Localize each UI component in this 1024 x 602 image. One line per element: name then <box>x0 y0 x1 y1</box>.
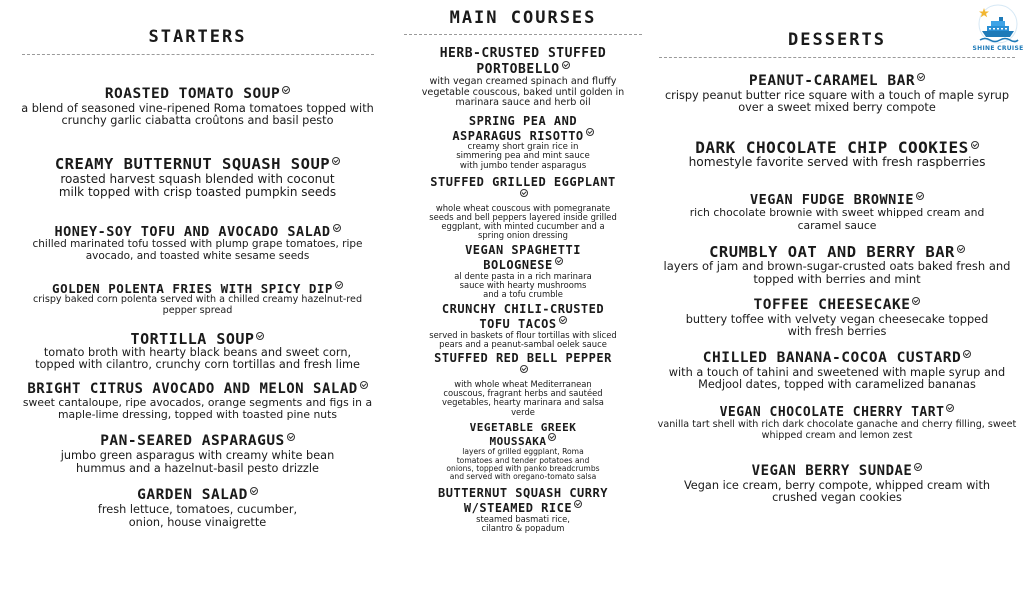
item-description: al dente pasta in a rich marinara sauce with hearty mushrooms and a tofu crumble <box>454 271 592 300</box>
vegan-icon <box>287 433 295 441</box>
menu-item <box>650 192 1024 232</box>
item-description: creamy short grain rice in simmering pea and mint sauce with jumbo tender asparagus <box>456 141 590 171</box>
vegan-icon <box>250 487 258 495</box>
item-description: sweet cantaloupe, ripe avocados, orange segments and figs in a maple-lime dressing, topped with toasted pine nuts <box>22 396 373 422</box>
item-description: served in baskets of flour tortillas with sliced pears and a peanut-sambal oelek sauce <box>429 330 617 350</box>
item-description: a blend of seasoned vine-ripened Roma tomatoes topped with crunchy garlic ciabatta croûtons and basil pesto <box>21 101 374 128</box>
item-name: VEGAN BERRY SUNDAE <box>751 463 913 480</box>
vegan-icon <box>916 192 924 200</box>
item-description: with vegan creamed spinach and fluffy vegetable couscous, baked until golden in marinara sauce and herb oil <box>421 76 625 109</box>
item-description: with a touch of tahini and sweetened with maple syrup and Medjool dates, topped with caramelized bananas <box>668 365 1006 392</box>
item-description: roasted harvest squash blended with coconut milk topped with crisp toasted pumpkin seeds <box>58 171 337 200</box>
vegan-icon <box>912 297 920 305</box>
menu-item <box>403 303 643 349</box>
main-courses-divider <box>404 34 642 35</box>
item-name: ROASTED TOMATO SOUP <box>104 86 281 102</box>
desserts-column <box>650 0 1024 505</box>
item-name: GARDEN SALAD <box>137 487 248 504</box>
item-description: with whole wheat Mediterranean couscous, fragrant herbs and sautéed vegetables, hearty marinara and salsa verde <box>442 379 604 417</box>
item-name: BRIGHT CITRUS AVOCADO AND MELON SALAD <box>27 381 358 398</box>
vegan-icon <box>586 128 594 136</box>
menu-item <box>403 487 643 533</box>
item-name: VEGETABLE GREEK MOUSSAKA <box>469 420 577 449</box>
menu-item <box>0 156 395 200</box>
item-name: CRUNCHY CHILI-CRUSTED TOFU TACOS <box>441 302 605 332</box>
menu-item <box>403 115 643 171</box>
item-name: VEGAN SPAGHETTI BOLOGNESE <box>465 243 581 273</box>
item-name: VEGAN CHOCOLATE CHERRY TART <box>719 404 945 420</box>
menu-item <box>0 433 395 475</box>
brand-logo <box>972 2 1024 60</box>
desserts-title: DESSERTS <box>788 30 886 50</box>
vegan-icon <box>548 433 556 441</box>
item-description: crispy peanut butter rice square with a touch of maple syrup over a sweet mixed berry compote <box>664 88 1010 115</box>
menu-item <box>0 331 395 372</box>
vegan-icon <box>963 350 971 358</box>
menu-item <box>403 176 643 240</box>
menu-item <box>0 224 395 263</box>
vegan-icon <box>914 463 922 471</box>
vegan-icon <box>520 189 528 197</box>
menu-item <box>403 47 643 109</box>
item-description: vanilla tart shell with rich dark chocolate ganache and cherry filling, sweet whipped cream and lemon zest <box>657 418 1017 441</box>
menu-item <box>650 350 1024 392</box>
menu-item <box>650 73 1024 115</box>
item-description: whole wheat couscous with pomegranate seeds and bell peppers layered inside grilled eggplant, with minted cucumber and a spring onion dressing <box>429 202 617 241</box>
item-name: SPRING PEA AND ASPARAGUS RISOTTO <box>452 113 584 143</box>
vegan-icon <box>256 332 264 340</box>
main-courses-column <box>403 0 643 533</box>
item-name: TORTILLA SOUP <box>130 329 255 348</box>
item-name: CREAMY BUTTERNUT SQUASH SOUP <box>54 154 331 173</box>
vegan-icon <box>333 224 341 232</box>
starters-divider <box>22 54 374 55</box>
main-courses-title: MAIN COURSES <box>449 8 597 28</box>
desserts-divider <box>659 57 1015 58</box>
brand-name: SHINE CRUISE <box>972 45 1024 52</box>
vegan-icon <box>360 381 368 389</box>
item-name: CRUMBLY OAT AND BERRY BAR <box>709 242 955 261</box>
menu-item <box>650 244 1024 286</box>
vegan-icon <box>946 404 954 412</box>
vegan-icon <box>957 245 965 253</box>
menu-item <box>403 244 643 299</box>
vegan-icon <box>574 500 582 508</box>
vegan-icon <box>559 316 567 324</box>
item-description: fresh lettuce, tomatoes, cucumber, onion, house vinaigrette <box>97 502 298 529</box>
item-name: STUFFED GRILLED EGGPLANT <box>430 174 616 189</box>
starters-title: STARTERS <box>148 27 247 47</box>
menu-item <box>0 281 395 317</box>
item-name: HONEY-SOY TOFU AND AVOCADO SALAD <box>54 223 331 240</box>
menu-item <box>0 487 395 529</box>
menu-item <box>650 139 1024 170</box>
item-description: layers of grilled eggplant, Roma tomatoes and tender potatoes and onions, topped with panko breadcrumbs and served with oregano-tomato salsa <box>446 447 600 481</box>
item-description: tomato broth with hearty black beans and sweet corn, topped with cilantro, crunchy corn tortillas and fresh lime <box>35 345 360 372</box>
cruise-ship-icon <box>972 2 1024 46</box>
item-description: crispy baked corn polenta served with a chilled creamy hazelnut-red pepper spread <box>32 294 363 316</box>
vegan-icon <box>971 141 979 149</box>
item-name: GOLDEN POLENTA FRIES WITH SPICY DIP <box>52 280 333 296</box>
vegan-icon <box>562 61 570 69</box>
item-description: layers of jam and brown-sugar-crusted oats baked fresh and topped with berries and mint <box>663 259 1011 287</box>
menu-item <box>650 404 1024 442</box>
item-name: STUFFED RED BELL PEPPER <box>434 351 612 366</box>
item-description: Vegan ice cream, berry compote, whipped cream with crushed vegan cookies <box>683 478 991 505</box>
item-name: PAN-SEARED ASPARAGUS <box>100 433 285 450</box>
item-name: BUTTERNUT SQUASH CURRY W/STEAMED RICE <box>438 486 608 516</box>
vegan-icon <box>917 73 925 81</box>
menu-item <box>650 463 1024 504</box>
menu-item <box>403 422 643 482</box>
vegan-icon <box>282 86 290 94</box>
menu-item <box>0 381 395 421</box>
item-description: jumbo green asparagus with creamy white bean hummus and a hazelnut-basil pesto drizzle <box>60 448 335 475</box>
menu-item <box>403 352 643 416</box>
starters-column <box>0 0 395 529</box>
item-name: TOFFEE CHEESECAKE <box>753 297 911 314</box>
item-name: PEANUT-CARAMEL BAR <box>748 73 916 89</box>
item-name: VEGAN FUDGE BROWNIE <box>750 191 914 208</box>
item-name: CHILLED BANANA-COCOA CUSTARD <box>702 350 962 367</box>
vegan-icon <box>332 157 340 165</box>
item-description: chilled marinated tofu tossed with plump grape tomatoes, ripe avocado, and toasted white sesame seeds <box>32 238 363 262</box>
item-description: homestyle favorite served with fresh raspberries <box>688 155 986 170</box>
item-description: steamed basmati rice, cilantro & popadum <box>476 514 570 534</box>
item-description: buttery toffee with velvety vegan cheesecake topped with fresh berries <box>685 312 989 339</box>
vegan-icon <box>520 365 528 373</box>
item-name: DARK CHOCOLATE CHIP COOKIES <box>695 137 969 157</box>
menu-item <box>0 86 395 128</box>
vegan-icon <box>555 257 563 265</box>
item-name: HERB-CRUSTED STUFFED PORTOBELLO <box>439 46 607 78</box>
item-description: rich chocolate brownie with sweet whipped cream and caramel sauce <box>689 206 985 232</box>
vegan-icon <box>335 281 343 289</box>
menu-item <box>650 297 1024 339</box>
